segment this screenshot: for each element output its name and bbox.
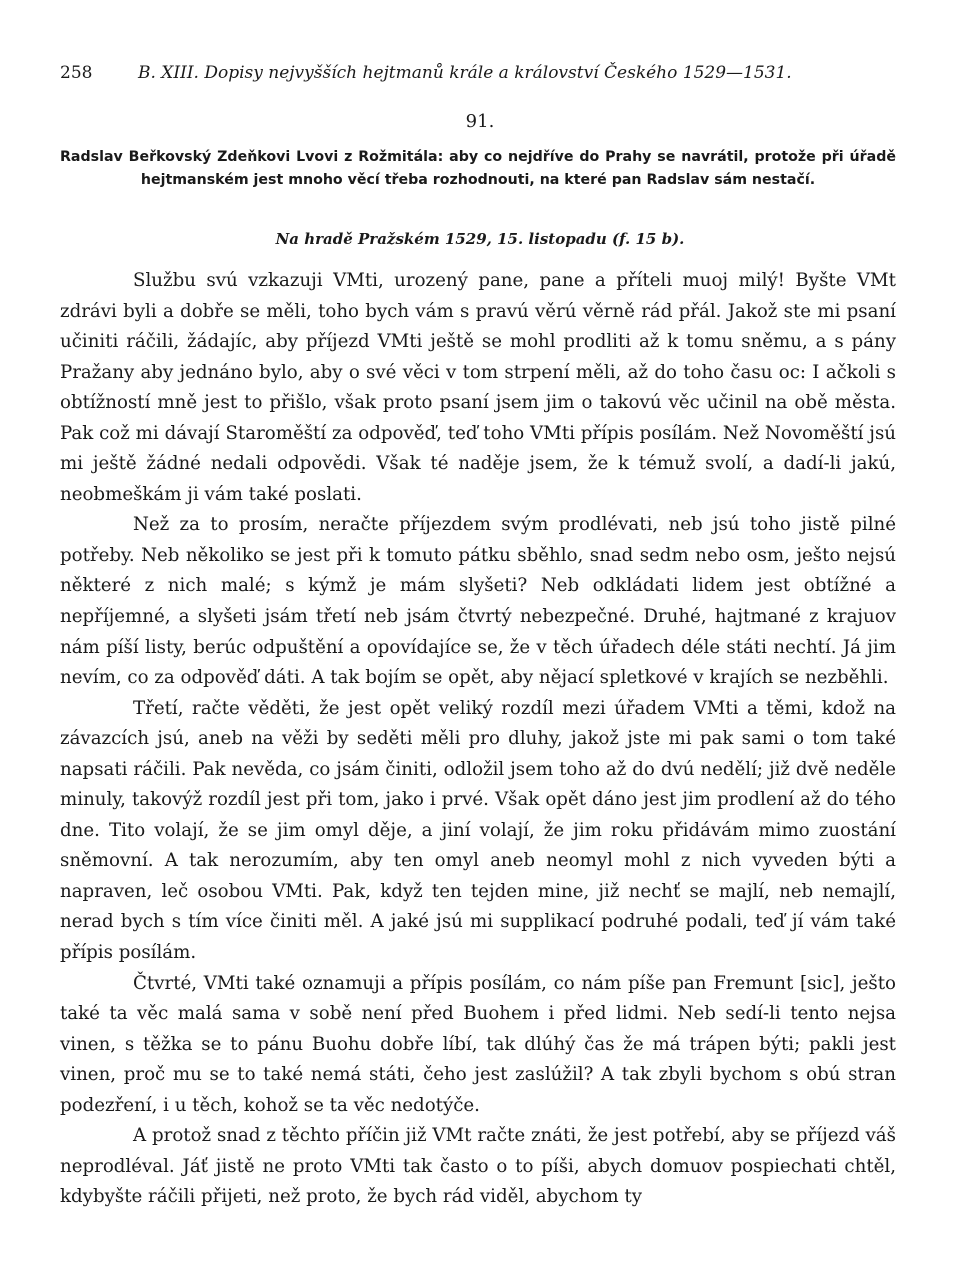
paragraph: Službu svú vzkazuji VMti, urozený pane, pane a příteli muoj milý! Byšte VMt zdrávi byli a dobře se měli, toho bych vám s pravú věrú věrně rád přál. Jakož ste mi psaní učiniti ráčili, žádajíc, aby příjezd VMti ještě se mohl prodliti až k tomu sněmu, a s pány Pražany aby jednáno bylo, aby o své věci v tom strpení měli, až do toho času oc: I ačkoli s obtížností mně jest to přišlo, však proto psaní jsem jim o takovú věc učinil na obě města. Pak což mi dávají Staroměští za odpověď, teď toho VMti přípis posílám. Než Novoměští jsú mi ještě žádné nedali odpovědi. Však té naděje jsem, že k témuž svolí, a dadí-li jakú, neobmeškám ji vám také poslati. [60, 270, 896, 505]
letter-body [60, 266, 896, 1213]
paragraph: Třetí, račte věděti, že jest opět veliký rozdíl mezi úřadem VMti a těmi, kdož na závazcích jsú, aneb na věži by seděti měli pro dluhy, jakož jste mi pak sami o tom také napsati ráčili. Pak nevěda, co jsám činiti, odložil jsem toho až do dvú nedělí; již dvě neděle minuly, takovýž rozdíl jest při tom, jako i prvé. Však opět dáno jest jim prodlení až do tého dne. Tito volají, že se jim omyl děje, a jiní volají, že jim roku přidávám mimo zuostání sněmovní. A tak nerozumím, aby ten omyl aneb neomyl mohl z nich vyveden býti a napraven, leč osobou VMti. Pak, když ten tejden mine, již nechť se majlí, neb nemajlí, nerad bych s tím více činiti měl. A jaké jsú mi supplikací podruhé podali, teď jí vám také přípis posílám. [60, 697, 896, 964]
paragraph: Čtvrté, VMti také oznamuji a přípis posílám, co nám píše pan Fremunt [sic], ješto také ta věc malá sama v sobě není před Buohem i před lidmi. Neb sedí-li tento nejsa vinen, s těžka se to pánu Buohu dobře líbí, tak dlúhý čas že má trápen býti; pakli jest vinen, proč mu se to také nemá státi, čeho jest zaslúžil? A tak zbyli bychom s obú stran podezření, i u těch, kohož se ta věc nedotýče. [60, 972, 896, 1116]
page-number: 258 [60, 63, 93, 83]
document-summary: Radslav Beřkovský Zdeňkovi Lvovi z Rožmitála: aby co nejdříve do Prahy se navrátil, protože při úřadě hejtmanském jest mnoho věcí třeba rozhodnouti, na které pan Radslav sám nestačí. [60, 149, 896, 188]
running-title: B. XIII. Dopisy nejvyšších hejtmanů krále a království Českého 1529—1531. [138, 63, 792, 83]
paragraph: A protož snad z těchto příčin již VMt račte znáti, že jest potřebí, aby se příjezd váš neprodléval. Jáť jistě ne proto VMti tak často o to píši, abych domuov pospiechati chtěl, kdybyšte ráčili přijeti, než proto, že bych rád viděl, abychom ty [60, 1125, 896, 1208]
dateline: Na hradě Pražském 1529, 15. listopadu (f. 15 b). [275, 230, 685, 248]
paragraph: Než za to prosím, neračte příjezdem svým prodlévati, neb jsú toho jistě pilné potřeby. Neb několiko se jest při k tomuto pátku sběhlo, snad sedm nebo osm, ješto nejsú některé z nich malé; s kýmž je mám slyšeti? Neb odkládati lidem jest obtížné a nepříjemné, a slyšeti jsám třetí neb jsám čtvrtý nebezpečné. Druhé, hajtmané z krajuov nám píší listy, berúc odpuštění a opovídajíce se, že v těch úřadech déle státi nechtí. Já jim nevím, co za odpověď dáti. A tak bojím se opět, aby nějací spletkové v krajích se nezběhli. [60, 514, 896, 689]
document-number: 91. [465, 111, 495, 132]
running-header [60, 62, 900, 84]
